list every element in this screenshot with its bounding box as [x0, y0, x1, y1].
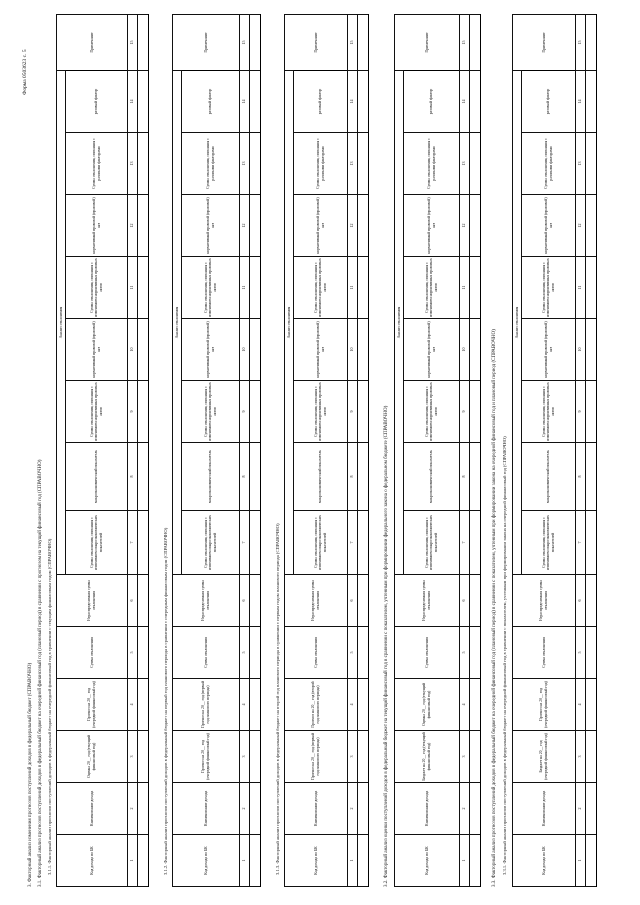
col-num: 5: [576, 627, 586, 679]
header-macro-sum: Сумма отклонения, связанная с изменением макроэкономических показателей: [182, 511, 240, 575]
header-note: Примечание: [395, 14, 460, 70]
header-deviation: Сумма отклонения: [173, 627, 240, 679]
col-num: 1: [240, 835, 250, 887]
col-num: 4: [240, 679, 250, 731]
header-name: Наименование дохода: [173, 783, 240, 835]
header-legal-act: нормативный правовой (правовой) акт: [294, 319, 348, 381]
header-legal-act-2: нормативный правовой (правовой) акт: [522, 195, 576, 257]
header-one-time-factor: разовый фактор: [182, 70, 240, 132]
col-num: 9: [128, 381, 138, 443]
table-3-3-1: [512, 14, 597, 887]
col-num: 3: [348, 731, 358, 783]
header-legal-act: нормативный правовой (правовой) акт: [522, 319, 576, 381]
col-num: 9: [348, 381, 358, 443]
header-factor-sum: Сумма отклонения, связанная с разовыми факторами: [182, 133, 240, 195]
col-num: 10: [460, 319, 470, 381]
subsection-3-1-2-title: 3.1.2. Факторный анализ прогнозов поступлений доходов в федеральный бюджет на первый год планового периода в сравнении с очередным финансовым годом (СПРАВОЧНО): [163, 527, 168, 875]
header-legal-act-2: нормативный правовой (правовой) акт: [404, 195, 460, 257]
header-macro-indicator: макроэкономический показатель: [294, 443, 348, 511]
col-num: 5: [348, 627, 358, 679]
col-num: 15: [240, 14, 250, 70]
header-forecast-next: Прогноз на 20__ год (очередной финансовый год): [173, 731, 240, 783]
col-num: 15: [576, 14, 586, 70]
col-num: 6: [128, 575, 138, 627]
col-num: 8: [240, 443, 250, 511]
section-title: 3. Факторный анализ изменения прогнозов поступлений доходов в федеральный бюджет (СПРАВОЧНО): [28, 662, 33, 887]
col-num: 1: [460, 835, 470, 887]
col-num: 5: [128, 627, 138, 679]
header-forecast-next: Прогноз на 20__ год (очередной финансовый год): [513, 679, 576, 731]
subsection-3-1-1-title: 3.1.1. Факторный анализ прогнозов поступлений доходов в федеральный бюджет на очередной финансовый год в сравнении с текущим финансовым годом (СПРАВОЧНО): [47, 538, 52, 875]
col-num: 11: [576, 257, 586, 319]
header-factor-sum: Сумма отклонения, связанная с разовыми факторами: [294, 133, 348, 195]
header-forecast-p1: Прогноз на 20__ год (первый год планового периода): [285, 731, 348, 783]
header-legal-sum: Сумма отклонения, связанная с изменением нормативных правовых актов: [66, 381, 128, 443]
col-num: 12: [240, 195, 250, 257]
col-num: 6: [240, 575, 250, 627]
col-num: 10: [348, 319, 358, 381]
header-factor-sum: Сумма отклонения, связанная с разовыми факторами: [66, 133, 128, 195]
header-analysis: Анализ отклонения: [395, 70, 404, 574]
header-analysis: Анализ отклонения: [57, 70, 66, 574]
col-num: 2: [128, 783, 138, 835]
header-name: Наименование дохода: [57, 783, 128, 835]
col-num: 12: [128, 195, 138, 257]
table-3-1-1: [56, 14, 149, 887]
header-legal-sum-2: Сумма отклонения, связанная с изменением нормативных правовых актов: [522, 257, 576, 319]
header-legal-sum-2: Сумма отклонения, связанная с изменением нормативных правовых актов: [404, 257, 460, 319]
col-num: 8: [576, 443, 586, 511]
col-num: 14: [240, 70, 250, 132]
header-estimate: Оценка 20__ год (текущий финансовый год): [395, 679, 460, 731]
header-analysis: Анализ отклонения: [173, 70, 182, 574]
col-num: 9: [460, 381, 470, 443]
header-legal-act-2: нормативный правовой (правовой) акт: [294, 195, 348, 257]
col-num: 3: [576, 731, 586, 783]
header-unexplained: Нераспределенная сумма отклонения: [513, 575, 576, 627]
col-num: 8: [348, 443, 358, 511]
header-code: Код дохода по БК: [513, 835, 576, 887]
header-legal-act: нормативный правовой (правовой) акт: [182, 319, 240, 381]
col-num: 3: [460, 731, 470, 783]
header-name: Наименование дохода: [513, 783, 576, 835]
col-num: 15: [460, 14, 470, 70]
header-deviation: Сумма отклонения: [285, 627, 348, 679]
col-num: 6: [576, 575, 586, 627]
col-num: 14: [348, 70, 358, 132]
col-num: 11: [240, 257, 250, 319]
header-legal-sum-2: Сумма отклонения, связанная с изменением нормативных правовых актов: [182, 257, 240, 319]
header-note: Примечание: [57, 14, 128, 70]
header-factor-sum: Сумма отклонения, связанная с разовыми факторами: [522, 133, 576, 195]
col-num: 10: [128, 319, 138, 381]
header-forecast-p1: Прогноз на 20__ год (первый год планового периода): [173, 679, 240, 731]
header-name: Наименование дохода: [285, 783, 348, 835]
header-legal-sum-2: Сумма отклонения, связанная с изменением нормативных правовых актов: [294, 257, 348, 319]
col-num: 9: [240, 381, 250, 443]
header-unexplained: Нераспределенная сумма отклонения: [57, 575, 128, 627]
header-code: Код дохода по БК: [285, 835, 348, 887]
table-3-1-2: [172, 14, 261, 887]
subsection-3-3-title: 3.3. Факторный анализ прогнозов поступлений доходов в федеральный бюджет на очередной финансовый год (плановый период) в сравнении с показателем, учтенным при формировании закона на очередной финансовый год и плановый период (СПРАВОЧНО): [492, 329, 497, 887]
col-num: 8: [128, 443, 138, 511]
header-estimate: Оценка 20__ год (текущий финансовый год): [57, 731, 128, 783]
header-analysis: Анализ отклонения: [285, 70, 294, 574]
header-macro-sum: Сумма отклонения, связанная с изменением макроэкономических показателей: [404, 511, 460, 575]
col-num: 12: [576, 195, 586, 257]
col-num: 9: [576, 381, 586, 443]
col-num: 11: [348, 257, 358, 319]
form-code: Форма 0503623 с. 5: [22, 49, 28, 95]
header-note: Примечание: [285, 14, 348, 70]
col-num: 2: [460, 783, 470, 835]
header-budget-cur: Бюджет на 20__ год (текущий финансовый год): [395, 731, 460, 783]
col-num: 13: [128, 133, 138, 195]
col-num: 13: [348, 133, 358, 195]
subsection-3-3-1-title: 3.3.1. Факторный анализ прогнозов поступлений доходов в федеральный бюджет на очередной финансовый год в сравнении с показателем, учтенным при формировании закона на очередной финансовый год (СПРАВОЧНО): [502, 436, 507, 875]
header-code: Код дохода по БК: [395, 835, 460, 887]
header-macro-indicator: макроэкономический показатель: [404, 443, 460, 511]
col-num: 15: [128, 14, 138, 70]
subsection-3-1-3-title: 3.1.3. Факторный анализ прогнозов поступлений доходов в федеральный бюджет на второй год планового периода в сравнении с первым годом планового периода (СПРАВОЧНО): [275, 523, 280, 875]
header-analysis: Анализ отклонения: [513, 70, 522, 574]
header-one-time-factor: разовый фактор: [66, 70, 128, 132]
header-macro-sum: Сумма отклонения, связанная с изменением макроэкономических показателей: [522, 511, 576, 575]
header-deviation: Сумма отклонения: [513, 627, 576, 679]
col-num: 13: [240, 133, 250, 195]
col-num: 1: [576, 835, 586, 887]
col-num: 4: [348, 679, 358, 731]
col-num: 14: [576, 70, 586, 132]
col-num: 4: [576, 679, 586, 731]
header-one-time-factor: разовый фактор: [294, 70, 348, 132]
col-num: 11: [460, 257, 470, 319]
col-num: 6: [460, 575, 470, 627]
table-3-2: [394, 14, 481, 887]
header-legal-act-2: нормативный правовой (правовой) акт: [182, 195, 240, 257]
col-num: 14: [460, 70, 470, 132]
header-legal-sum: Сумма отклонения, связанная с изменением нормативных правовых актов: [294, 381, 348, 443]
col-num: 1: [348, 835, 358, 887]
col-num: 7: [128, 511, 138, 575]
col-num: 12: [348, 195, 358, 257]
header-macro-indicator: макроэкономический показатель: [182, 443, 240, 511]
header-deviation: Сумма отклонения: [57, 627, 128, 679]
col-num: 12: [460, 195, 470, 257]
table-3-1-3: [284, 14, 369, 887]
header-legal-act: нормативный правовой (правовой) акт: [404, 319, 460, 381]
col-num: 6: [348, 575, 358, 627]
header-legal-sum: Сумма отклонения, связанная с изменением нормативных правовых актов: [404, 381, 460, 443]
header-legal-sum: Сумма отклонения, связанная с изменением нормативных правовых актов: [182, 381, 240, 443]
col-num: 11: [128, 257, 138, 319]
header-macro-sum: Сумма отклонения, связанная с изменением макроэкономических показателей: [66, 511, 128, 575]
col-num: 5: [240, 627, 250, 679]
col-num: 7: [240, 511, 250, 575]
col-num: 8: [460, 443, 470, 511]
header-legal-act: нормативный правовой (правовой) акт: [66, 319, 128, 381]
subsection-3-2-title: 3.2. Факторный анализ оценки поступлений доходов в федеральный бюджет на текущий финансовый год в сравнении с показателем, учтенным при формировании федерального закона о федеральном бюджете (СПРАВОЧНО): [384, 405, 389, 887]
header-macro-sum: Сумма отклонения, связанная с изменением макроэкономических показателей: [294, 511, 348, 575]
col-num: 10: [240, 319, 250, 381]
col-num: 1: [128, 835, 138, 887]
header-note: Примечание: [173, 14, 240, 70]
col-num: 4: [128, 679, 138, 731]
header-legal-sum: Сумма отклонения, связанная с изменением нормативных правовых актов: [522, 381, 576, 443]
col-num: 15: [348, 14, 358, 70]
header-unexplained: Нераспределенная сумма отклонения: [395, 575, 460, 627]
col-num: 10: [576, 319, 586, 381]
header-one-time-factor: разовый фактор: [404, 70, 460, 132]
col-num: 7: [460, 511, 470, 575]
header-macro-indicator: макроэкономический показатель: [522, 443, 576, 511]
col-num: 7: [348, 511, 358, 575]
header-legal-act-2: нормативный правовой (правовой) акт: [66, 195, 128, 257]
col-num: 2: [240, 783, 250, 835]
col-num: 14: [128, 70, 138, 132]
header-note: Примечание: [513, 14, 576, 70]
col-num: 3: [240, 731, 250, 783]
col-num: 13: [460, 133, 470, 195]
header-unexplained: Нераспределенная сумма отклонения: [285, 575, 348, 627]
col-num: 2: [348, 783, 358, 835]
subsection-3-1-title: 3.1. Факторный анализ прогнозов поступлений доходов в федеральный бюджет на очередной финансовый год (плановый период) в сравнении с прогнозом на текущий финансовый год (СПРАВОЧНО): [38, 459, 43, 887]
header-factor-sum: Сумма отклонения, связанная с разовыми факторами: [404, 133, 460, 195]
header-budget-next: Бюджет на 20__ год (очередной финансовый год): [513, 731, 576, 783]
header-code: Код дохода по БК: [173, 835, 240, 887]
col-num: 2: [576, 783, 586, 835]
col-num: 13: [576, 133, 586, 195]
col-num: 7: [576, 511, 586, 575]
col-num: 5: [460, 627, 470, 679]
header-one-time-factor: разовый фактор: [522, 70, 576, 132]
header-name: Наименование дохода: [395, 783, 460, 835]
header-unexplained: Нераспределенная сумма отклонения: [173, 575, 240, 627]
header-legal-sum-2: Сумма отклонения, связанная с изменением нормативных правовых актов: [66, 257, 128, 319]
col-num: 4: [460, 679, 470, 731]
header-deviation: Сумма отклонения: [395, 627, 460, 679]
header-macro-indicator: макроэкономический показатель: [66, 443, 128, 511]
header-forecast-p2: Прогноз на 20__ год (второй год планового периода): [285, 679, 348, 731]
col-num: 3: [128, 731, 138, 783]
header-code: Код дохода по БК: [57, 835, 128, 887]
header-forecast: Прогноз на 20__ год (очередной финансовый год): [57, 679, 128, 731]
